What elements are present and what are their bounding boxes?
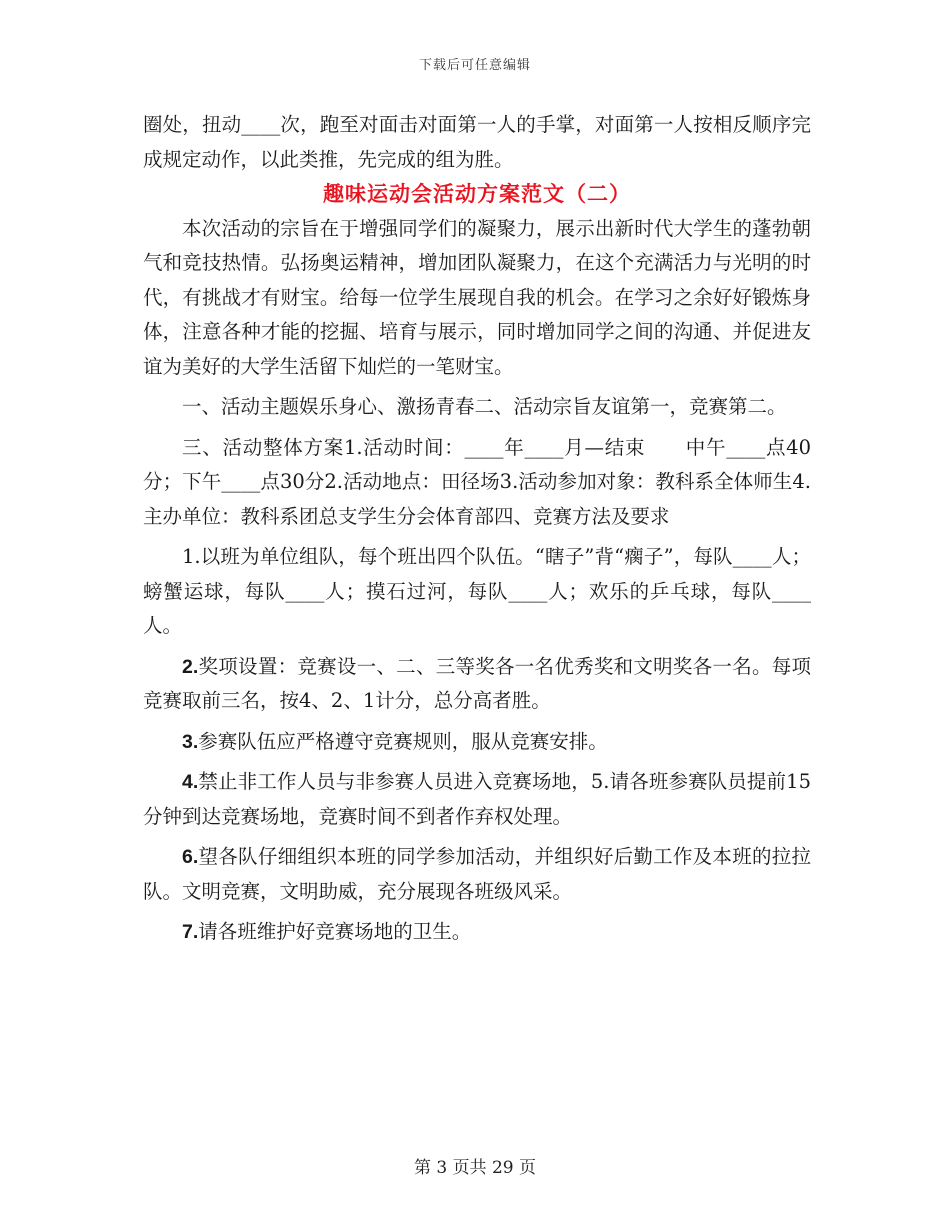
paragraph-item-7 [143, 915, 811, 950]
section-title: 趣味运动会活动方案范文（二） [323, 181, 631, 206]
paragraph-plan: 三、活动整体方案1.活动时间：____年____月—结束 中午____点40分；下午____点30分2.活动地点：田径场3.活动参加对象：教科系全体师生4.主办单位：教科系团总支学生分会体育部四、竞赛方法及要求 [143, 435, 811, 528]
item-number: 2. [182, 655, 199, 678]
item-text: 请各班维护好竞赛场地的卫生。 [198, 920, 472, 943]
item-text: 奖项设置：竞赛设一、二、三等奖各一名优秀奖和文明奖各一名。每项竞赛取前三名，按4、2、1计分，总分高者胜。 [143, 654, 811, 712]
paragraph-continued: 圈处，扭动____次，跑至对面击对面第一人的手掌，对面第一人按相反顺序完成规定动作，以此类推，先完成的组为胜。 [143, 113, 811, 171]
paragraph-item-1: 1.以班为单位组队，每个班出四个队伍。“瞎子”背“瘸子”，每队____人；螃蟹运球，每队____人；摸石过河，每队____人；欢乐的乒乓球，每队____人。 [143, 545, 811, 637]
paragraph-purpose: 本次活动的宗旨在于增强同学们的凝聚力，展示出新时代大学生的蓬勃朝气和竞技热情。弘扬奥运精神，增加团队凝聚力，在这个充满活力与光明的时代，有挑战才有财宝。给每一位学生展现自我的机会。在学习之余好好锻炼身体，注意各种才能的挖掘、培育与展示，同时增加同学之间的沟通、并促进友谊为美好的大学生活留下灿烂的一笔财宝。 [143, 216, 811, 378]
item-text: 参赛队伍应严格遵守竞赛规则，服从竞赛安排。 [198, 729, 608, 753]
paragraph-item-6 [143, 840, 811, 909]
paragraph-item-3 [143, 725, 811, 760]
page-header: 下载后可任意编辑 [418, 58, 531, 73]
item-text: 禁止非工作人员与非参赛人员进入竞赛场地，5.请各班参赛队员提前15分钟到达竞赛场地，竞赛时间不到者作弃权处理。 [143, 770, 811, 828]
item-text: 望各队仔细组织本班的同学参加活动，并组织好后勤工作及本班的拉拉队。文明竞赛，文明助威，充分展现各班级风采。 [143, 845, 811, 903]
document-body [143, 108, 811, 950]
item-number: 7. [182, 921, 199, 943]
item-number: 4. [182, 771, 199, 793]
paragraph-item-4 [143, 765, 811, 834]
item-number: 3. [182, 730, 199, 753]
item-number: 6. [182, 846, 199, 868]
paragraph-item-2 [143, 650, 811, 719]
paragraph-theme: 一、活动主题娱乐身心、激扬青春二、活动宗旨友谊第一，竞赛第二。 [182, 395, 787, 418]
page-footer: 第 3 页共 29 页 [413, 1158, 537, 1178]
